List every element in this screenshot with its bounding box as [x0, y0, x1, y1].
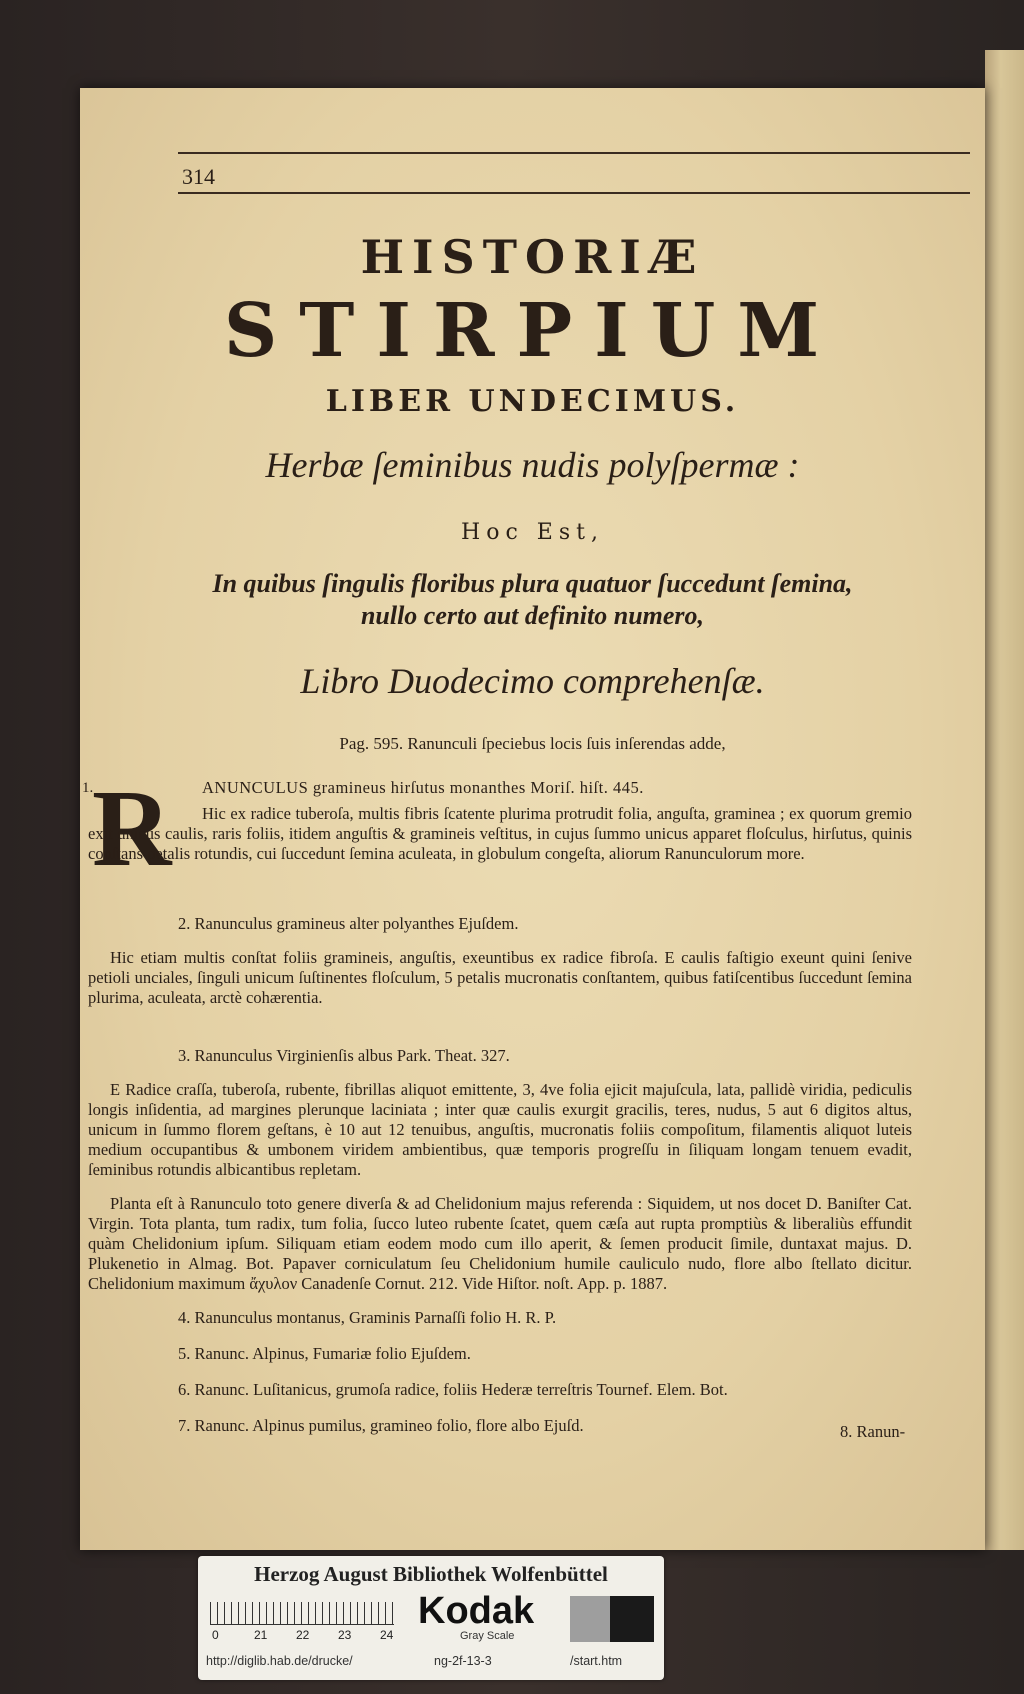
adjacent-page-edge [985, 50, 1024, 1550]
page-number: 314 [182, 164, 215, 189]
gray-swatch-dark [610, 1596, 654, 1642]
entry-2-heading: 2. Ranunculus gramineus alter polyanthes Ejuſdem. [178, 914, 519, 933]
entry-5: 5. Ranunc. Alpinus, Fumariæ folio Ejuſdem. [178, 1344, 471, 1363]
dropcap-letter: R [92, 767, 172, 889]
title-stirpium: STIRPIUM [223, 288, 842, 374]
title-historiae: HISTORIÆ [360, 230, 705, 284]
ruler-label: 21 [254, 1628, 268, 1642]
ruler-label: 0 [212, 1628, 219, 1642]
scale-ruler [210, 1602, 394, 1625]
shelfmark: ng-2f-13-3 [434, 1654, 492, 1668]
entry-4: 4. Ranunculus montanus, Graminis Parnaſſi folio H. R. P. [178, 1308, 557, 1327]
entry-1-text: Hic ex radice tuberoſa, multis fibris ſcatente plurima protrudit folia, anguſta, graminea ; ex quorum gremio exit unicus caulis, raris foliis, itidem anguſtis & gramineis veſtitus, in cujus ſummo unicus apparet floſculus, hirſutus, quinis conſtans petalis rotundis, cui ſuccedunt ſemina aculeata, in globulum congeſta, aliorum Ranunculorum more. [88, 804, 912, 863]
title-liber: LIBER UNDECIMUS. [325, 384, 740, 419]
entry-3-text-2: Planta eſt à Ranunculo toto genere diverſa & ad Chelidonium majus referenda : Siquidem, ut nos docet D. Baniſter Cat. Virgin. Tota planta, tum radix, tum folia, ſucco luteo rubente ſcatet, quem cæſa aut rupta promptiùs & liberaliùs effundit quàm Chelidonium ipſum. Siliquam etiam eodem modo cum illo aperit, & ſemen producit ſimile, duntaxat majus. D. Plukenetio in Almag. Bot. Papaver corniculatum ſeu Chelidonium humile cauliculo nudo, flore albo ſtellato dicitur. Chelidonium maximum ἄχυλον Canadenſe Cornut. 212. Vide Hiſtor. noſt. App. p. 1887. [88, 1194, 912, 1293]
entry-3-text: E Radice craſſa, tuberoſa, rubente, fibrillas aliquot emittente, 3, 4ve folia ejicit majuſcula, lata, pallidè viridia, pediculis longis inſidentia, ad margines plerunque laciniata ; inter quæ caulis exurgit gracilis, teres, nudus, 5 aut 6 digitos altus, unicum in ſummo florem geſtans, è 10 aut 12 tenuibus, anguſtis, mucronatis foliis compoſitum, filamentis aliquot luteis medium occupantibus & umbonem viridem ambientibus, quæ temporis progreſſu in ſiliquam longam tenuem evadit, ſeminibus rotundis albicantibus repletam. [88, 1080, 912, 1179]
start-url: /start.htm [570, 1654, 623, 1668]
intro-line: Pag. 595. Ranunculi ſpeciebus locis ſuis inſerendas adde, [339, 734, 726, 753]
library-name: Herzog August Bibliothek Wolfenbüttel [254, 1562, 608, 1586]
subtitle-hoc-est: Hoc Est, [461, 520, 604, 545]
digital-library-url: http://diglib.hab.de/drucke/ [206, 1654, 353, 1668]
entry-1-number: 1. [82, 780, 94, 796]
gray-swatch-mid [570, 1596, 610, 1642]
entry-3-heading: 3. Ranunculus Virginienſis albus Park. Theat. 327. [178, 1046, 510, 1065]
library-color-card [198, 1556, 664, 1680]
entry-6: 6. Ranunc. Luſitanicus, grumoſa radice, foliis Hederæ terreſtris Tournef. Elem. Bot. [178, 1380, 728, 1399]
book-page [80, 88, 985, 1550]
ruler-label: 23 [338, 1628, 352, 1642]
subtitle-description: In quibus ſingulis floribus plura quatuor ſuccedunt ſemina, nullo certo aut definito numero, [212, 569, 853, 630]
catchword: 8. Ranun- [840, 1422, 906, 1441]
gray-scale-label: Gray Scale [460, 1630, 515, 1642]
kodak-logo: Kodak [418, 1590, 535, 1632]
entry-1-heading: ANUNCULUS gramineus hirſutus monanthes Moriſ. hiſt. 445. [202, 778, 644, 797]
header-rule [178, 192, 970, 194]
subtitle-herbae: Herbæ ſeminibus nudis polyſpermæ : [265, 445, 800, 485]
top-rule [178, 152, 970, 154]
entry-2-text: Hic etiam multis conſtat foliis gramineis, anguſtis, exeuntibus ex radice fibroſa. E caulis faſtigio exeunt quini ſenive petioli unciales, ſinguli unicum ſuſtinentes floſculum, 5 petalis mucronatis conſtantem, quibus fatiſcentibus ſuccedunt ſemina plurima, aculeata, arctè cohærentia. [88, 948, 912, 1007]
ruler-label: 22 [296, 1628, 310, 1642]
ruler-label: 24 [380, 1628, 394, 1642]
entry-7: 7. Ranunc. Alpinus pumilus, gramineo folio, flore albo Ejuſd. [178, 1416, 584, 1435]
subtitle-libro: Libro Duodecimo comprehenſæ. [300, 661, 765, 701]
